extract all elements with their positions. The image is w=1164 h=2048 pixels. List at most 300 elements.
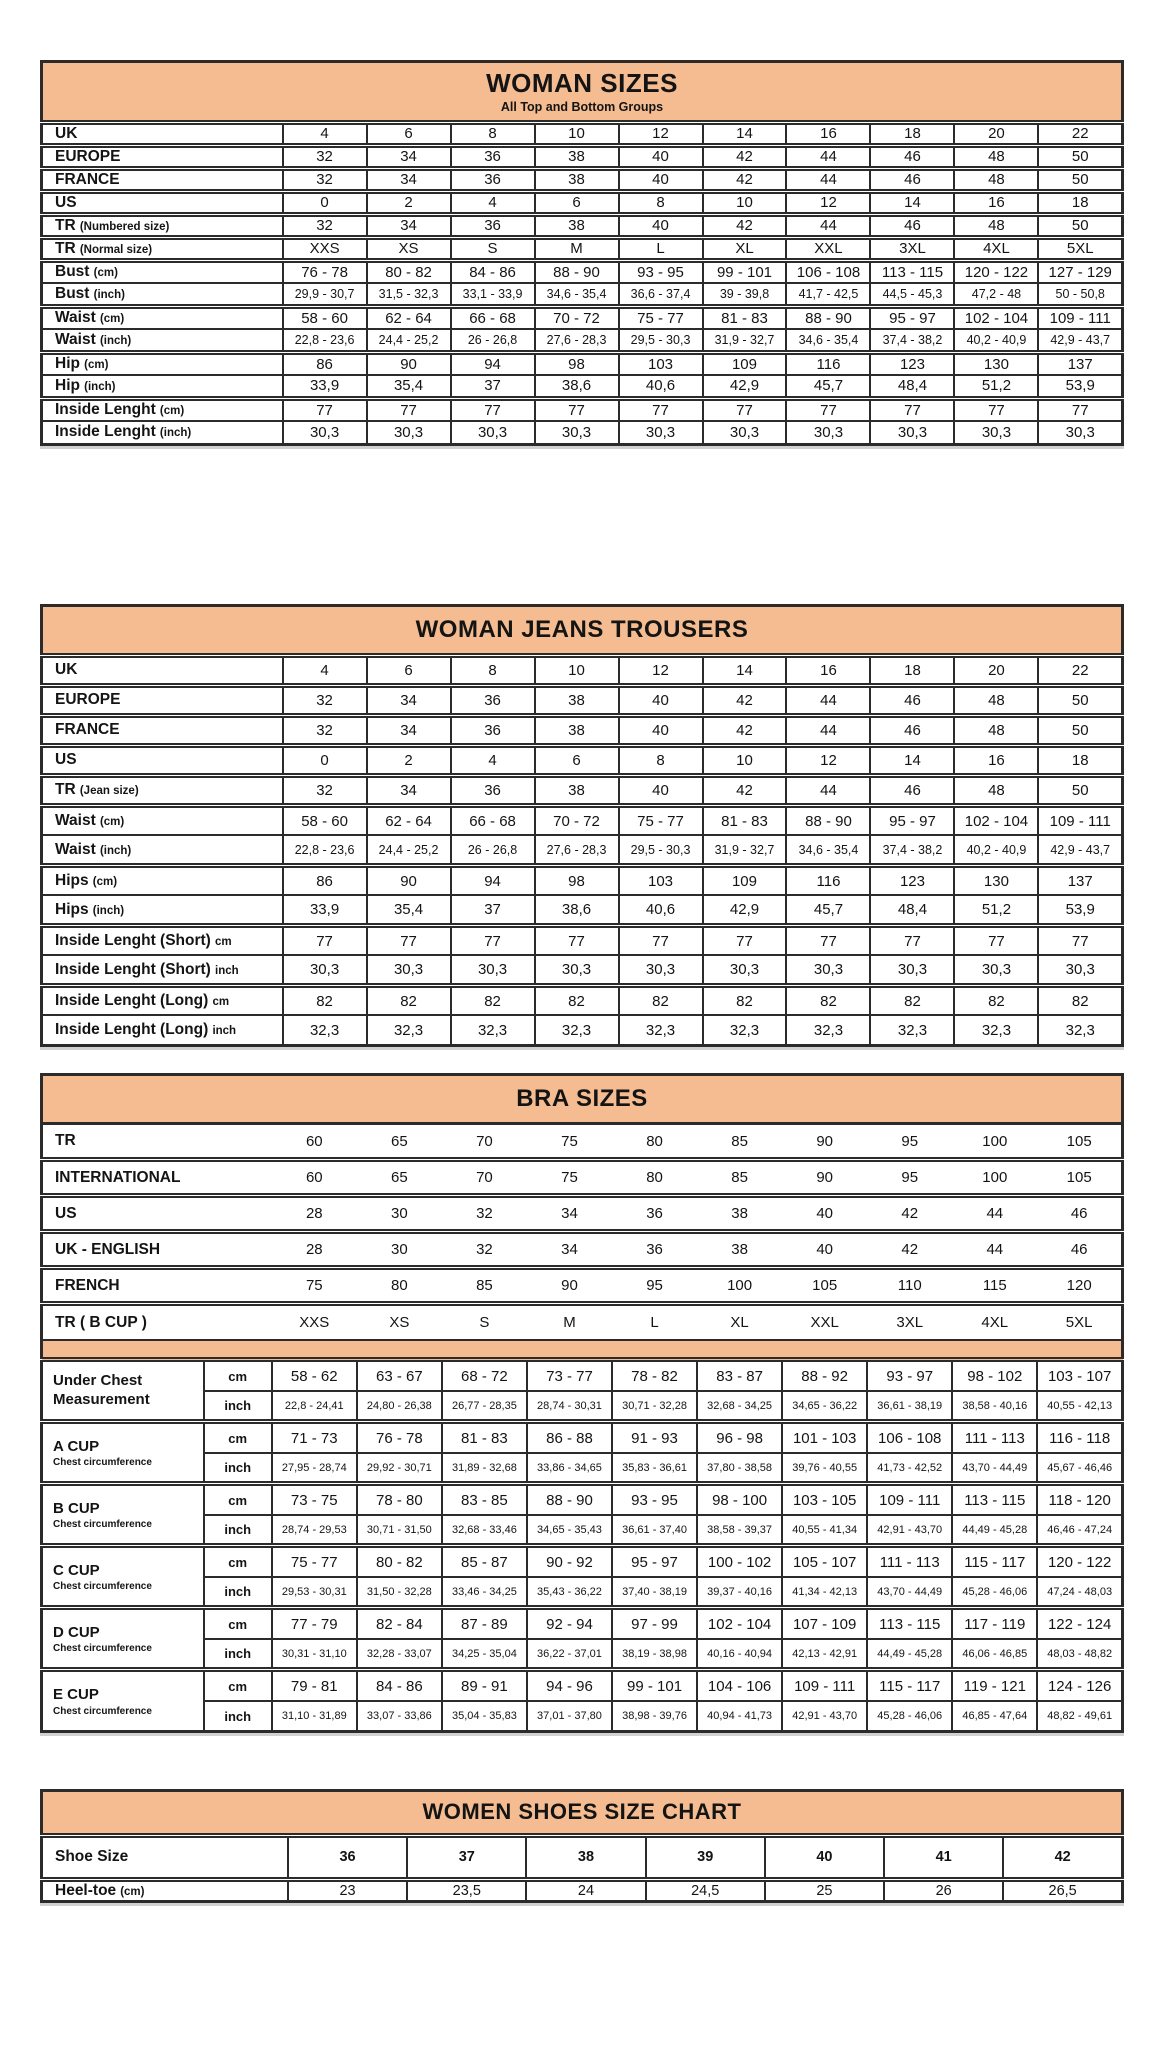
size-value-cell: 38,58 - 39,37 [697,1515,782,1546]
size-value-cell: L [619,237,703,260]
size-value-cell: 94 [451,865,535,895]
size-value-cell: 44 [786,168,870,191]
size-value-cell: 48 [954,214,1038,237]
size-value-cell: 38 [535,145,619,168]
size-value-cell: 90 [367,865,451,895]
size-value-cell: 34,6 - 35,4 [786,329,870,352]
table-row [42,306,1123,329]
size-value-cell: 42,91 - 43,70 [867,1515,952,1546]
row-label-unit: (inch) [84,380,116,393]
size-value-cell: 115 - 117 [952,1546,1037,1577]
size-value-cell: 37,4 - 38,2 [870,835,954,865]
size-value-cell: 34 [367,685,451,715]
size-value-cell: 32,3 [703,1015,787,1045]
row-label-unit: inch [212,1025,237,1038]
size-value-cell: 48,4 [870,895,954,925]
size-value-cell: 120 - 122 [1037,1546,1122,1577]
unit-label: cm [204,1546,272,1577]
size-value-cell: 32,3 [619,1015,703,1045]
cup-sublabel: Chest circumference [53,1643,152,1655]
size-value-cell: 48 [954,685,1038,715]
size-value-cell: 48 [954,145,1038,168]
row-label-text: Inside Lenght (Short) [55,932,211,950]
size-value-cell: 46 [1037,1232,1122,1268]
size-value-cell: 24,80 - 26,38 [357,1391,442,1422]
size-value-cell: 105 [1037,1124,1122,1160]
size-value-cell: 92 - 94 [527,1608,612,1639]
row-label [42,985,283,1015]
table-row [42,398,1123,421]
size-value-cell: 46,06 - 46,85 [952,1639,1037,1670]
size-value-cell: 58 - 60 [283,805,367,835]
size-value-cell: 38 [535,168,619,191]
size-value-cell: 42 [867,1196,952,1232]
size-value-cell: 32 [283,715,367,745]
size-value-cell: 87 - 89 [442,1608,527,1639]
row-label [42,237,283,260]
size-value-cell: 10 [703,745,787,775]
size-value-cell: 77 [1038,925,1122,955]
size-value-cell: 100 [952,1124,1037,1160]
size-value-cell: 38,6 [535,895,619,925]
size-value-cell: 85 [442,1268,527,1304]
table-row [42,715,1123,745]
size-value-cell: 3XL [867,1304,952,1340]
size-value-cell: 95 - 97 [870,306,954,329]
size-value-cell: XXL [782,1304,867,1340]
size-value-cell: 85 [697,1160,782,1196]
size-value-cell: 63 - 67 [357,1360,442,1391]
size-value-cell: 82 [870,985,954,1015]
spacer [40,446,1124,604]
size-value-cell: 89 - 91 [442,1670,527,1701]
size-value-cell: 48,03 - 48,82 [1037,1639,1122,1670]
separator-band [42,1340,1123,1360]
size-value-cell: 80 - 82 [367,260,451,283]
size-value-cell: XXS [283,237,367,260]
size-value-cell: 53,9 [1038,375,1122,398]
size-value-cell: 90 - 92 [527,1546,612,1577]
size-value-cell: 82 [451,985,535,1015]
size-value-cell: 36,6 - 37,4 [619,283,703,306]
size-value-cell: 86 [283,865,367,895]
row-label [42,168,283,191]
size-value-cell: 12 [619,655,703,685]
size-value-cell: 41,34 - 42,13 [782,1577,867,1608]
size-value-cell: 127 - 129 [1038,260,1122,283]
row-label-text: Inside Lenght (Short) [55,960,211,978]
size-value-cell: 81 - 83 [703,306,787,329]
table-title: WOMEN SHOES SIZE CHART [422,1799,742,1825]
size-value-cell: 40,94 - 41,73 [697,1701,782,1732]
size-value-cell: 35,04 - 35,83 [442,1701,527,1732]
row-label-text: Bust [55,263,90,281]
row-label: INTERNATIONAL [42,1160,272,1196]
size-value-cell: 77 [283,925,367,955]
row-label-text: FRANCE [55,170,120,188]
size-value-cell: 32,68 - 34,25 [697,1391,782,1422]
size-value-cell: 32 [283,775,367,805]
size-value-cell: 34 [367,715,451,745]
size-value-cell: 36 [451,168,535,191]
size-value-cell: 30,3 [786,955,870,985]
size-value-cell: 111 - 113 [952,1422,1037,1453]
size-value-cell: 40 [619,145,703,168]
table-header-row [42,605,1123,655]
row-label [42,145,283,168]
size-value-cell: 96 - 98 [697,1422,782,1453]
size-value-cell: 36 [612,1196,697,1232]
size-value-cell: 32,3 [535,1015,619,1045]
size-value-cell: 110 [867,1268,952,1304]
size-value-cell: 83 - 85 [442,1484,527,1515]
size-value-cell: 95 [867,1160,952,1196]
size-value-cell: XS [367,237,451,260]
size-value-cell: 8 [619,191,703,214]
size-value-cell: 36 [451,685,535,715]
size-value-cell: 38 [535,685,619,715]
size-value-cell: 31,10 - 31,89 [272,1701,357,1732]
size-value-cell: 105 - 107 [782,1546,867,1577]
size-value-cell: 42,9 [703,375,787,398]
size-value-cell: 43,70 - 44,49 [867,1577,952,1608]
size-value-cell: 0 [283,191,367,214]
cup-label-text: A CUP [53,1437,100,1455]
size-value-cell: 30,3 [367,421,451,444]
size-value-cell: 48,82 - 49,61 [1037,1701,1122,1732]
size-value-cell: 80 [612,1124,697,1160]
size-value-cell: 43,70 - 44,49 [952,1453,1037,1484]
size-value-cell: 22 [1038,122,1122,145]
size-value-cell: 60 [272,1124,357,1160]
size-value-cell: 32,3 [870,1015,954,1045]
size-value-cell: 31,50 - 32,28 [357,1577,442,1608]
cup-label [42,1422,204,1484]
size-value-cell: 41,73 - 42,52 [867,1453,952,1484]
size-value-cell: 65 [357,1124,442,1160]
size-value-cell: 32,3 [786,1015,870,1045]
size-value-cell: 120 - 122 [954,260,1038,283]
size-value-cell: 113 - 115 [952,1484,1037,1515]
row-label-text: Inside Lenght (Long) [55,1021,209,1039]
row-label: US [42,1196,272,1232]
size-value-cell: 28,74 - 30,31 [527,1391,612,1422]
cup-label [42,1360,204,1422]
size-value-cell: 32 [442,1196,527,1232]
table-row [42,1360,1123,1391]
size-value-cell: 77 [535,398,619,421]
size-value-cell: 45,28 - 46,06 [867,1701,952,1732]
size-value-cell: 36 [451,214,535,237]
size-value-cell: 36 [451,145,535,168]
woman-jeans-trousers-table [40,604,1124,1047]
cup-label-text: B CUP [53,1499,100,1517]
size-value-cell: 90 [782,1124,867,1160]
table-title: WOMAN SIZES [486,68,678,98]
size-value-cell: 51,2 [954,375,1038,398]
size-value-cell: 39,76 - 40,55 [782,1453,867,1484]
size-value-cell: 40,6 [619,375,703,398]
table-title-band [42,1791,1123,1835]
row-label-text: Hip [55,355,80,373]
size-value-cell: 45,7 [786,375,870,398]
size-value-cell: 34 [527,1232,612,1268]
row-label-text: UK [55,124,78,142]
size-value-cell: 122 - 124 [1037,1608,1122,1639]
size-value-cell: 40,2 - 40,9 [954,329,1038,352]
size-value-cell: 30,31 - 31,10 [272,1639,357,1670]
size-value-cell: 103 - 107 [1037,1360,1122,1391]
size-value-cell: 41,7 - 42,5 [786,283,870,306]
table-row [42,1701,1123,1732]
size-value-cell: 5XL [1038,237,1122,260]
size-value-cell: 113 - 115 [867,1608,952,1639]
size-value-cell: 29,92 - 30,71 [357,1453,442,1484]
size-value-cell: 88 - 90 [786,805,870,835]
row-label-unit: (cm) [99,313,125,326]
row-label-text: TR [55,781,76,799]
row-label [42,1835,288,1879]
size-value-cell: 77 [870,398,954,421]
size-value-cell: 44,5 - 45,3 [870,283,954,306]
size-value-cell: 82 [619,985,703,1015]
size-value-cell: 46 [1037,1196,1122,1232]
size-value-cell: 22,8 - 23,6 [283,329,367,352]
table-row [42,1015,1123,1045]
size-value-cell: 75 [527,1124,612,1160]
size-value-cell: 16 [954,191,1038,214]
cup-sublabel: Chest circumference [53,1519,152,1531]
size-value-cell: 77 [954,925,1038,955]
size-value-cell: 77 [619,398,703,421]
size-value-cell: 102 - 104 [954,306,1038,329]
size-value-cell: 77 [283,398,367,421]
size-value-cell: 45,67 - 46,46 [1037,1453,1122,1484]
row-label [42,715,283,745]
size-value-cell: XS [357,1304,442,1340]
size-value-cell: 3XL [870,237,954,260]
table-row [42,122,1123,145]
size-value-cell: 40 [765,1835,884,1879]
size-value-cell: 35,4 [367,375,451,398]
size-value-cell: 39 [646,1835,765,1879]
size-value-cell: 16 [786,655,870,685]
size-value-cell: 38 [697,1232,782,1268]
size-value-cell: 95 [867,1124,952,1160]
table-row [42,421,1123,444]
size-value-cell: 42,9 - 43,7 [1038,329,1122,352]
separator-row [42,1340,1123,1360]
table-row [42,1608,1123,1639]
size-value-cell: 50 [1038,685,1122,715]
row-label-text: Waist [55,812,96,830]
table-row [42,1268,1123,1304]
table-row [42,1422,1123,1453]
size-value-cell: 82 [535,985,619,1015]
size-value-cell: 93 - 95 [619,260,703,283]
size-value-cell: 65 [357,1160,442,1196]
size-value-cell: 24,5 [646,1879,765,1901]
size-value-cell: 32 [283,685,367,715]
table-row [42,329,1123,352]
size-value-cell: 88 - 90 [535,260,619,283]
size-value-cell: 40,16 - 40,94 [697,1639,782,1670]
size-value-cell: 30,3 [535,955,619,985]
size-value-cell: 77 [535,925,619,955]
row-label [42,865,283,895]
size-value-cell: 14 [703,655,787,685]
size-value-cell: 50 - 50,8 [1038,283,1122,306]
size-value-cell: L [612,1304,697,1340]
table-row [42,1453,1123,1484]
row-label [42,955,283,985]
size-value-cell: 48 [954,715,1038,745]
woman-sizes-table [40,60,1124,446]
size-value-cell: 34 [367,775,451,805]
size-value-cell: 30,3 [451,421,535,444]
size-value-cell: 40,2 - 40,9 [954,835,1038,865]
size-value-cell: 109 [703,865,787,895]
size-value-cell: 62 - 64 [367,306,451,329]
size-value-cell: 28 [272,1196,357,1232]
size-value-cell: 31,9 - 32,7 [703,835,787,865]
size-value-cell: 85 [697,1124,782,1160]
size-value-cell: 42 [867,1232,952,1268]
size-value-cell: 22,8 - 24,41 [272,1391,357,1422]
size-value-cell: 46 [870,715,954,745]
size-value-cell: 33,9 [283,895,367,925]
size-value-cell: 82 [1038,985,1122,1015]
size-value-cell: 23,5 [407,1879,526,1901]
size-value-cell: 40 [619,775,703,805]
table-row [42,1835,1123,1879]
size-value-cell: 85 - 87 [442,1546,527,1577]
size-value-cell: 34,25 - 35,04 [442,1639,527,1670]
size-value-cell: 30,3 [1038,421,1122,444]
size-value-cell: 77 [703,398,787,421]
size-value-cell: 75 [272,1268,357,1304]
size-value-cell: 105 [782,1268,867,1304]
row-label-unit: (cm) [120,1885,145,1898]
size-value-cell: 94 - 96 [527,1670,612,1701]
table-row [42,1232,1123,1268]
size-value-cell: 30,3 [870,421,954,444]
row-label-text: Bust [55,284,90,302]
size-value-cell: 12 [786,191,870,214]
spacer [40,1733,1124,1789]
table-row [42,1304,1123,1340]
size-value-cell: 44 [952,1232,1037,1268]
table-row [42,352,1123,375]
size-value-cell: 75 [527,1160,612,1196]
size-value-cell: XL [703,237,787,260]
size-value-cell: 36,22 - 37,01 [527,1639,612,1670]
row-label-text: Waist [55,309,96,327]
table-row [42,895,1123,925]
row-label [42,685,283,715]
row-label [42,375,283,398]
size-value-cell: 38 [535,715,619,745]
size-value-cell: 10 [535,122,619,145]
size-value-cell: 20 [954,122,1038,145]
unit-label: inch [204,1639,272,1670]
size-value-cell: S [442,1304,527,1340]
size-value-cell: 76 - 78 [357,1422,442,1453]
size-value-cell: 60 [272,1160,357,1196]
table-row [42,1546,1123,1577]
size-value-cell: 34,65 - 36,22 [782,1391,867,1422]
size-value-cell: 100 - 102 [697,1546,782,1577]
row-label-unit: (cm) [93,267,118,280]
cup-label [42,1546,204,1608]
size-value-cell: 33,1 - 33,9 [451,283,535,306]
size-value-cell: 30,3 [954,421,1038,444]
size-value-cell: 66 - 68 [451,306,535,329]
size-value-cell: 30,3 [367,955,451,985]
size-value-cell: 8 [619,745,703,775]
size-value-cell: 38 [526,1835,645,1879]
size-value-cell: 33,46 - 34,25 [442,1577,527,1608]
unit-label: cm [204,1422,272,1453]
size-value-cell: 31,9 - 32,7 [703,329,787,352]
size-value-cell: 77 [954,398,1038,421]
size-value-cell: 45,7 [786,895,870,925]
table-header-row [42,1074,1123,1123]
size-value-cell: 44 [786,775,870,805]
size-value-cell: 40 [782,1232,867,1268]
size-value-cell: 36 [451,775,535,805]
size-value-cell: 38 [697,1196,782,1232]
cup-label-text: C CUP [53,1561,100,1579]
size-value-cell: 30 [357,1196,442,1232]
size-value-cell: 123 [870,865,954,895]
size-value-cell: 22 [1038,655,1122,685]
size-value-cell: 88 - 90 [527,1484,612,1515]
size-value-cell: 77 [451,925,535,955]
size-value-cell: 23 [288,1879,407,1901]
size-value-cell: 137 [1038,352,1122,375]
size-value-cell: 80 - 82 [357,1546,442,1577]
size-value-cell: 40 [619,715,703,745]
size-value-cell: 6 [535,745,619,775]
row-label [42,1015,283,1045]
size-value-cell: 75 - 77 [619,306,703,329]
size-value-cell: 120 [1037,1268,1122,1304]
size-value-cell: 25 [765,1879,884,1901]
size-value-cell: 98 [535,865,619,895]
size-value-cell: 48,4 [870,375,954,398]
row-label-text: UK [55,661,78,679]
table-row [42,214,1123,237]
size-value-cell: 124 - 126 [1037,1670,1122,1701]
size-value-cell: 70 - 72 [535,805,619,835]
row-label [42,352,283,375]
size-value-cell: 77 [367,925,451,955]
size-value-cell: 37 [407,1835,526,1879]
size-value-cell: 39,37 - 40,16 [697,1577,782,1608]
size-value-cell: 28 [272,1232,357,1268]
row-label-text: Waist [55,840,96,858]
row-label-text: US [55,751,77,769]
size-value-cell: 73 - 77 [527,1360,612,1391]
size-value-cell: 24,4 - 25,2 [367,835,451,865]
size-value-cell: 105 [1037,1160,1122,1196]
size-value-cell: 97 - 99 [612,1608,697,1639]
size-value-cell: 40 [619,168,703,191]
size-value-cell: 8 [451,655,535,685]
size-value-cell: 88 - 92 [782,1360,867,1391]
row-label [42,191,283,214]
